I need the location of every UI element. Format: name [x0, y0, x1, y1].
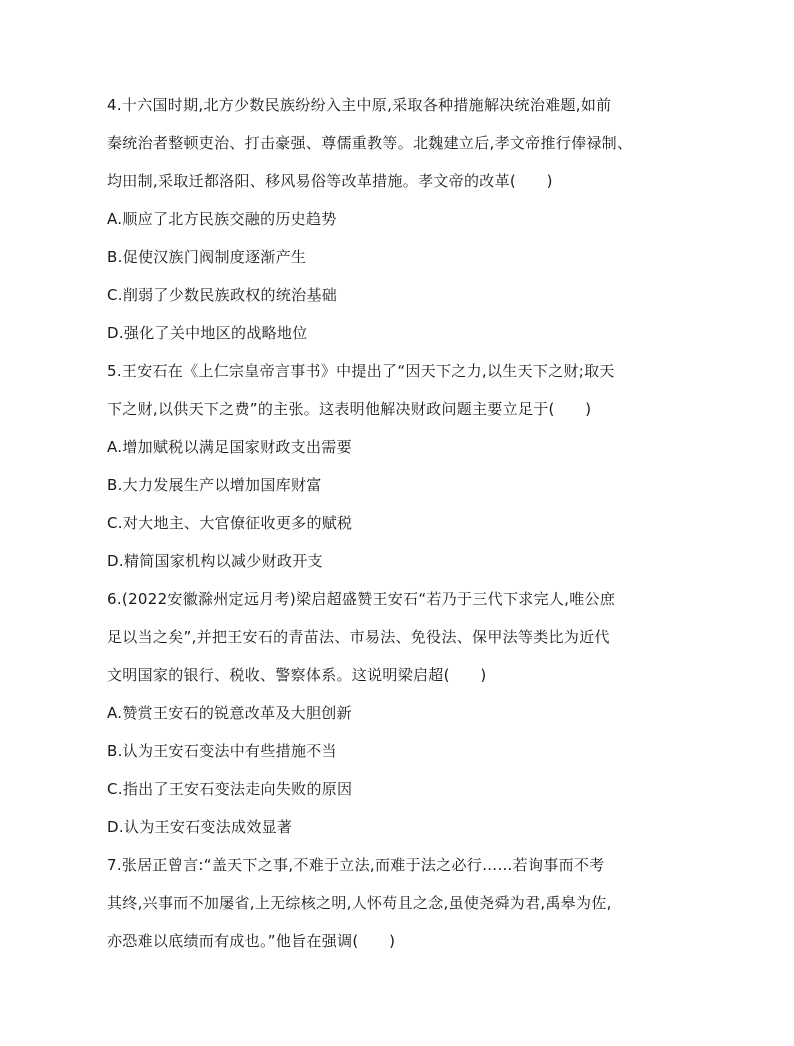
option-d: D.认为王安石变法成效显著	[107, 818, 293, 836]
question-stem-line: 4.十六国时期,北方少数民族纷纷入主中原,采取各种措施解决统治难题,如前	[107, 96, 612, 114]
question-stem-line: 秦统治者整顿吏治、打击豪强、尊儒重教等。北魏建立后,孝文帝推行俸禄制、	[107, 134, 633, 152]
option-b: B.促使汉族门阀制度逐渐产生	[107, 248, 307, 266]
question-stem-line: 7.张居正曾言:“盖天下之事,不难于立法,而难于法之必行……若询事而不考	[107, 856, 605, 874]
option-b: B.认为王安石变法中有些措施不当	[107, 742, 337, 760]
question-stem-line: 足以当之矣”,并把王安石的青苗法、市易法、免役法、保甲法等类比为近代	[107, 628, 610, 646]
option-a: A.顺应了北方民族交融的历史趋势	[107, 210, 337, 228]
option-d: D.强化了关中地区的战略地位	[107, 324, 308, 342]
question-stem-line: 其终,兴事而不加屡省,上无综核之明,人怀苟且之念,虽使尧舜为君,禹皋为佐,	[107, 894, 612, 912]
question-stem-line: 亦恐难以底绩而有成也。”他旨在强调( )	[107, 932, 396, 950]
option-c: C.削弱了少数民族政权的统治基础	[107, 286, 338, 304]
question-stem-line: 5.王安石在《上仁宗皇帝言事书》中提出了“因天下之力,以生天下之财;取天	[107, 362, 615, 380]
option-c: C.对大地主、大官僚征收更多的赋税	[107, 514, 353, 532]
option-a: A.增加赋税以满足国家财政支出需要	[107, 438, 352, 456]
question-stem-line: 文明国家的银行、税收、警察体系。这说明梁启超( )	[107, 666, 487, 684]
option-b: B.大力发展生产以增加国库财富	[107, 476, 322, 494]
question-stem-line: 均田制,采取迁都洛阳、移风易俗等改革措施。孝文帝的改革( )	[107, 172, 553, 190]
option-c: C.指出了王安石变法走向失败的原因	[107, 780, 353, 798]
question-stem-line: 6.(2022安徽滁州定远月考)梁启超盛赞王安石“若乃于三代下求完人,唯公庶	[107, 590, 616, 608]
option-a: A.赞赏王安石的锐意改革及大胆创新	[107, 704, 352, 722]
question-stem-line: 下之财,以供天下之费”的主张。这表明他解决财政问题主要立足于( )	[107, 400, 592, 418]
option-d: D.精简国家机构以减少财政开支	[107, 552, 323, 570]
